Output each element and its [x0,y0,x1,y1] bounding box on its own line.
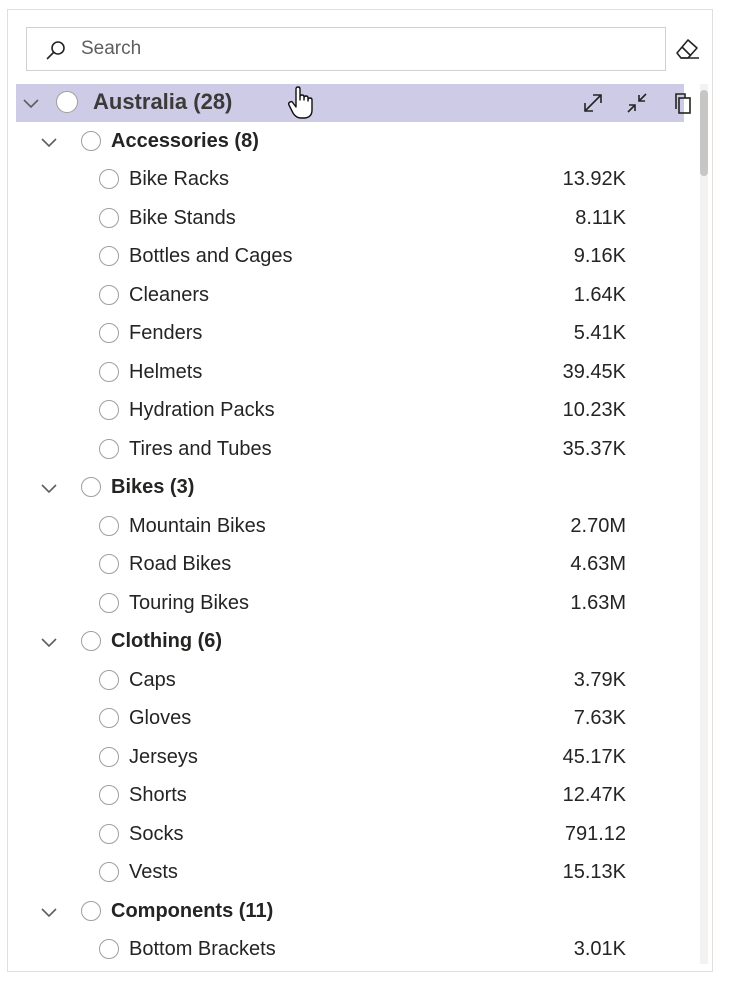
scrollbar-track[interactable] [700,84,708,964]
tree-item-row[interactable] [16,546,684,584]
tree-group-row[interactable] [16,123,684,161]
tree-item-row[interactable] [16,777,684,815]
item-label: Helmets [129,360,203,383]
item-radio[interactable] [99,708,119,728]
item-value: 5.41K [573,322,626,344]
group-radio[interactable] [81,901,101,921]
chevron-down-icon[interactable] [40,903,58,921]
chevron-down-icon[interactable] [22,94,40,112]
item-value: 3.01K [573,938,626,960]
tree-item-row[interactable] [16,508,684,546]
item-label: Hydration Packs [129,399,275,421]
item-label: Mountain Bikes [129,514,266,537]
tree-group-row[interactable] [16,623,684,661]
chevron-down-icon[interactable] [40,133,58,151]
group-radio[interactable] [81,631,101,651]
tree-root-row[interactable] [16,84,684,122]
scrollbar-thumb[interactable] [700,90,708,176]
item-label: Bike Racks [129,168,230,190]
item-label: Shorts [129,784,187,806]
group-label: Components (11) [111,899,274,922]
item-radio[interactable] [99,554,119,574]
tree-item-row[interactable] [16,161,684,199]
tree-item-row[interactable] [16,238,684,276]
tree-item-row[interactable] [16,854,684,892]
search-box[interactable] [26,27,666,71]
item-value: 4.63M [570,553,626,575]
item-radio[interactable] [99,362,119,382]
item-radio[interactable] [99,285,119,305]
group-label: Clothing (6) [111,630,223,652]
item-value: 12.47K [562,784,626,806]
collapse-icon[interactable] [624,90,650,116]
item-label: Cleaners [129,283,210,306]
expand-icon[interactable] [580,90,606,116]
item-label: Road Bikes [129,553,232,575]
item-value: 35.37K [562,437,626,460]
item-label: Jerseys [129,745,198,768]
item-value: 39.45K [562,360,626,383]
item-value: 10.23K [562,399,626,421]
item-label: Bottom Brackets [129,938,276,960]
item-radio[interactable] [99,785,119,805]
group-label: Accessories (8) [111,129,259,152]
root-label: Australia (28) [93,89,233,114]
search-icon [45,39,67,61]
copy-icon[interactable] [670,90,696,116]
tree-item-row[interactable] [16,931,684,969]
item-value: 13.92K [562,168,626,190]
item-radio[interactable] [99,208,119,228]
tree-item-row[interactable] [16,431,684,469]
group-label: Bikes (3) [111,476,195,498]
tree-item-row[interactable] [16,662,684,700]
tree-item-row[interactable] [16,739,684,777]
group-radio[interactable] [81,131,101,151]
item-label: Vests [129,861,178,883]
hierarchy-tree [16,84,702,972]
item-value: 7.63K [573,707,626,729]
item-label: Caps [129,668,176,691]
item-label: Touring Bikes [129,591,250,614]
item-value: 9.16K [573,245,626,267]
tree-item-row[interactable] [16,392,684,430]
item-radio[interactable] [99,169,119,189]
tree-item-row[interactable] [16,700,684,738]
item-label: Socks [129,822,184,845]
item-label: Fenders [129,322,203,344]
item-radio[interactable] [99,439,119,459]
hand-pointer-icon [288,86,314,120]
tree-item-row[interactable] [16,277,684,315]
item-value: 2.70M [570,514,626,537]
search-input[interactable] [81,36,641,62]
item-label: Bike Stands [129,206,236,229]
item-value: 3.79K [573,668,626,691]
root-radio[interactable] [56,91,78,113]
item-value: 1.64K [573,283,626,306]
item-radio[interactable] [99,246,119,266]
item-label: Tires and Tubes [129,437,272,460]
item-radio[interactable] [99,593,119,613]
eraser-icon[interactable] [673,36,701,62]
item-radio[interactable] [99,670,119,690]
item-value: 15.13K [562,861,626,883]
tree-group-row[interactable] [16,893,684,931]
item-radio[interactable] [99,323,119,343]
item-radio[interactable] [99,939,119,959]
tree-item-row[interactable] [16,315,684,353]
item-value: 791.12 [564,822,626,845]
slicer-panel [7,9,713,972]
item-radio[interactable] [99,824,119,844]
chevron-down-icon[interactable] [40,633,58,651]
item-label: Bottles and Cages [129,245,293,267]
item-label: Gloves [129,707,192,729]
item-radio[interactable] [99,862,119,882]
item-radio[interactable] [99,400,119,420]
item-value: 45.17K [562,745,626,768]
group-radio[interactable] [81,477,101,497]
tree-item-row[interactable] [16,354,684,392]
item-radio[interactable] [99,747,119,767]
item-radio[interactable] [99,516,119,536]
item-value: 8.11K [575,206,626,229]
tree-item-row[interactable] [16,585,684,623]
tree-item-row[interactable] [16,200,684,238]
tree-item-row[interactable] [16,816,684,854]
tree-group-row[interactable] [16,469,684,507]
chevron-down-icon[interactable] [40,479,58,497]
item-value: 1.63M [570,591,626,614]
